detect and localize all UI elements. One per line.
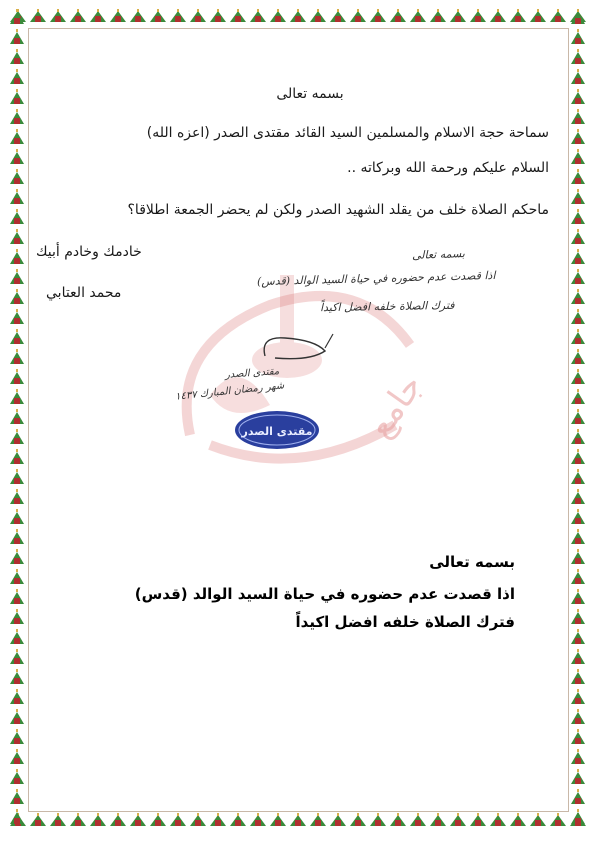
handwritten-line-2: اذا قصدت عدم حضوره في حياة السيد الوالد (قدس)	[256, 268, 496, 289]
handwritten-flourish	[255, 326, 345, 366]
official-seal	[232, 408, 322, 452]
seal-text: مقتدى الصدر	[241, 425, 313, 438]
decorative-border-left	[8, 8, 26, 828]
question-sender: محمد العتابي	[46, 285, 122, 301]
handwritten-signature: مقتدى الصدر	[224, 366, 280, 381]
decorative-border-right	[569, 8, 587, 828]
question-address: سماحة حجة الاسلام والمسلمين السيد القائد مقتدى الصدر (اعزه الله)	[146, 125, 549, 141]
answer-line-2: فترك الصلاة خلفه افضل اكيداً	[295, 613, 515, 631]
handwritten-line-3: فترك الصلاة خلفه افضل اكيداً	[320, 298, 456, 315]
question-body: ماحكم الصلاة خلف من يقلد الشهيد الصدر ولكن لم يحضر الجمعة اطلاقا؟	[127, 202, 549, 218]
handwritten-date: شهر رمضان المبارك ١٤٣٧	[174, 380, 285, 403]
question-greeting: السلام عليكم ورحمة الله وبركاته ..	[347, 160, 549, 176]
answer-title: بسمه تعالى	[429, 553, 515, 571]
handwritten-answer	[174, 247, 496, 408]
question-title: بسمه تعالى	[276, 86, 344, 102]
question-signoff: خادمك وخادم أبيك	[36, 244, 142, 260]
decorative-border-top	[8, 8, 587, 24]
handwritten-line-1: بسمه تعالى	[411, 247, 466, 262]
answer-line-1: اذا قصدت عدم حضوره في حياة السيد الوالد (قدس)	[134, 585, 515, 603]
decorative-border-bottom	[8, 812, 587, 828]
svg-text:جامع: جامع	[359, 366, 432, 446]
